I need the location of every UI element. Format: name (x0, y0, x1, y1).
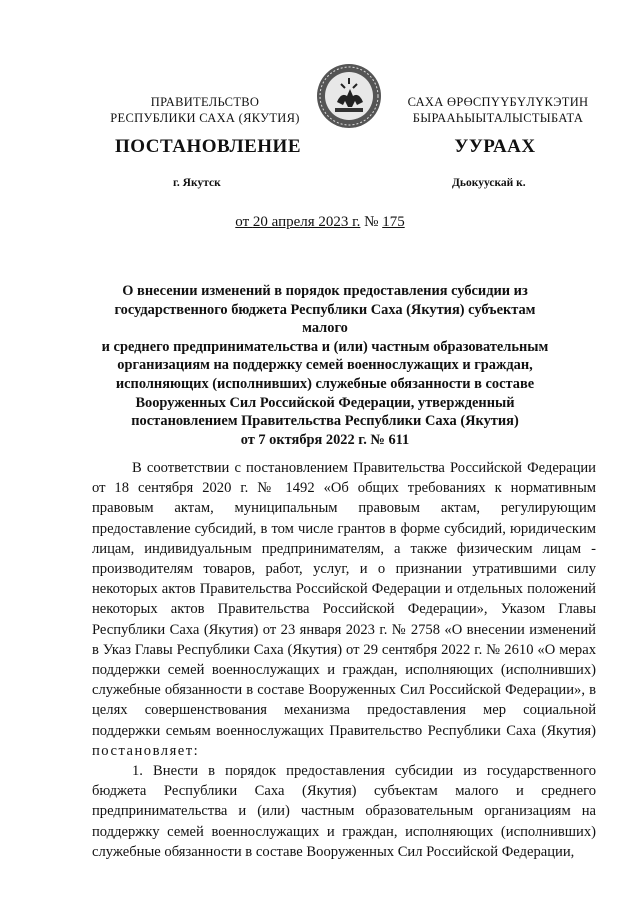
city-russian: г. Якутск (173, 177, 221, 189)
title-line: от 7 октября 2022 г. № 611 (240, 431, 410, 448)
resolves-keyword: постановляет: (92, 742, 200, 759)
left-org-line-1: ПРАВИТЕЛЬСТВО (150, 95, 260, 109)
right-org-line-2: БЫРААҺЫЫТАЛЫСТЫБАТА (412, 111, 584, 125)
date-prefix: от (235, 214, 253, 230)
paragraph-text: В соответствии с постановлением Правительства Российской Федерации от 18 сентября 2020 г. № 1492 «Об общих требованиях к нормативным правовым актам, муниципальным правовым актам, регулирующим предоставление субсидий, в том числе грантов в форме субсидий, юридическим лицам, индивидуальным предпринимателям, а также физическим лицам - производителям товаров, работ, услуг, и о признании утратившими силу некоторых актов Правительства Российской Федерации и отдельных положений некоторых актов Правительства Российской Федерации», Указом Главы Республики Саха (Якутия) от 23 января 2023 г. № 2758 «О внесении изменений в Указ Главы Республики Саха (Якутия) от 29 сентября 2022 г. № 2610 «О мерах поддержки семей военнослужащих и граждан, исполняющих (исполнивших) служебные обязанности в составе Вооруженных Сил Российской Федерации», в целях совершенствования механизма предоставления мер социальной поддержки семьям военнослужащих Правительство Республики Саха (Якутия) (92, 460, 596, 739)
title-line: Вооруженных Сил Российской Федерации, утвержденный (135, 394, 515, 411)
body-paragraph: 1. Внести в порядок предоставления субсидии из государственного бюджета Республики Саха (Якутия) субъектам малого и среднего предпринимательства и (или) частным образовательным организациям на поддержку семей военнослужащих и граждан, исполняющих (исполнивших) служебные обязанности в составе Вооруженных Сил Российской Федерации, (92, 763, 596, 860)
title-line: О внесении изменений в порядок предоставления субсидии из (122, 283, 528, 299)
title-line: постановлением Правительства Республики Саха (Якутия) (131, 413, 519, 430)
left-organization-header (105, 94, 305, 126)
document-number: 175 (382, 214, 405, 230)
document-body (92, 458, 596, 862)
title-line: государственного бюджета Республики Саха (Якутия) субъектам малого (114, 301, 536, 337)
left-org-line-2: РЕСПУБЛИКИ САХА (ЯКУТИЯ) (110, 111, 300, 125)
title-line: исполняющих (исполнивших) служебные обязанности в составе (115, 375, 535, 392)
document-title (90, 282, 560, 449)
body-paragraph (92, 458, 596, 761)
document-type-russian: ПОСТАНОВЛЕНИЕ (114, 136, 302, 157)
document-type-yakut: УУРААХ (454, 136, 536, 157)
document-date-number (0, 214, 640, 231)
document-date: 20 апреля 2023 г. (252, 214, 361, 230)
city-yakut: Дьокуускай к. (452, 177, 526, 189)
right-org-line-1: САХА ӨРӨСПҮҮБҮЛҮКЭТИН (407, 95, 589, 109)
number-sign: № (360, 214, 383, 230)
right-organization-header (388, 94, 608, 126)
republic-emblem-icon (315, 62, 383, 130)
title-line: организациям на поддержку семей военнослужащих и граждан, (117, 357, 533, 374)
title-line: и среднего предпринимательства и (или) частным образовательным (101, 338, 549, 355)
